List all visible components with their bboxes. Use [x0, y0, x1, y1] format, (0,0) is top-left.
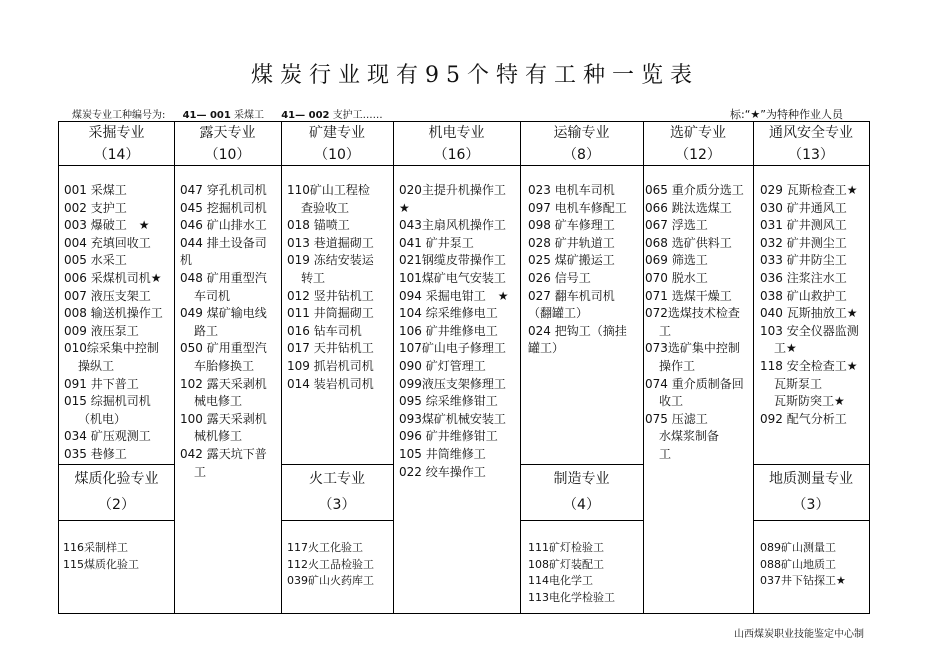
- job-item: （翻罐工）: [528, 306, 589, 321]
- job-item: 094 采掘电钳工 ★: [399, 288, 509, 303]
- job-item: 036 注浆注水工: [760, 270, 847, 285]
- job-item: 040 瓦斯抽放工★: [760, 306, 858, 321]
- job-item: 004 充填回收工: [64, 235, 151, 250]
- job-item: 收工: [659, 394, 684, 409]
- job-item: 018 锚喷工: [287, 218, 350, 233]
- column-header-electromechanical: [393, 123, 520, 165]
- job-item: 械电修工: [194, 394, 243, 409]
- job-item: 015 综掘机司机: [64, 394, 151, 409]
- job-item: ★: [399, 200, 410, 215]
- job-item: 水煤浆制备: [659, 429, 720, 444]
- job-item: 工: [194, 464, 207, 479]
- job-item: 路工: [194, 323, 219, 338]
- job-item: 037井下钻探工★: [760, 574, 846, 587]
- job-item: 车胎修换工: [194, 358, 255, 373]
- column-header-mineral-processing: [643, 123, 753, 165]
- job-item: 098 矿车修理工: [528, 218, 615, 233]
- job-item: 108矿灯装配工: [528, 557, 604, 571]
- job-item: 110矿山工程检: [287, 183, 370, 197]
- job-item: 020主提升机操作工: [399, 183, 506, 197]
- group-name: 制造专业: [553, 471, 610, 487]
- column-count: （8）: [563, 147, 600, 163]
- job-item: 031 矿井测风工: [760, 218, 847, 233]
- job-item: 075 压滤工: [645, 411, 708, 426]
- job-item: 029 瓦斯检查工★: [760, 183, 858, 197]
- job-item: 操纵工: [78, 358, 115, 373]
- job-item: 013 巷道掘砌工: [287, 235, 374, 250]
- column-name: 采掘专业: [88, 125, 145, 141]
- job-item: 049 煤矿输电线: [180, 306, 267, 321]
- job-item: 019 冻结安装运: [287, 253, 374, 268]
- job-item: 066 跳汰选煤工: [645, 200, 732, 215]
- job-item: 021钢缆皮带操作工: [399, 253, 506, 268]
- code-format-line: [72, 106, 383, 121]
- issuer-footer: 山西煤炭职业技能鉴定中心制: [734, 629, 864, 640]
- group-items-explosives: [287, 540, 391, 590]
- job-item: 095 综采维修钳工: [399, 394, 498, 409]
- job-item: 089矿山测量工: [760, 541, 836, 554]
- job-item: 111矿灯检验工: [528, 541, 604, 554]
- job-item: 050 矿用重型汽: [180, 341, 267, 356]
- job-item: 046 矿山排水工: [180, 218, 267, 233]
- group-items-coal-quality: [63, 540, 173, 573]
- job-item: 025 煤矿搬运工: [528, 253, 615, 268]
- group-items-manufacturing: [528, 540, 640, 606]
- code-label: 煤炭专业工种编号为:: [72, 110, 166, 121]
- job-item: 瓦斯防突工★: [774, 394, 845, 409]
- group-name: 火工专业: [309, 471, 365, 487]
- job-item: 069 筛选工: [645, 253, 708, 268]
- group-header-manufacturing: [520, 469, 643, 515]
- job-item: 093煤矿机械安装工: [399, 411, 506, 426]
- job-item: 024 把钩工（摘挂: [528, 323, 627, 338]
- column-items-ventilation-safety: [760, 182, 868, 428]
- column-header-mine-construction: [281, 123, 393, 165]
- job-item: 002 支护工: [64, 200, 127, 215]
- job-item: 转工: [301, 270, 326, 285]
- job-item: 014 装岩机司机: [287, 376, 374, 391]
- group-count: （2）: [98, 497, 135, 513]
- job-item: 罐工）: [528, 341, 565, 356]
- group-count: （3）: [318, 497, 356, 513]
- group-items-geology-survey: [760, 540, 868, 590]
- job-item: 009 液压泵工: [64, 323, 139, 338]
- job-item: 006 采煤机司机★: [64, 270, 162, 285]
- group-name: 煤质化验专业: [74, 471, 159, 487]
- job-item: 096 矿井维修钳工: [399, 429, 498, 444]
- job-item: 017 天井钻机工: [287, 341, 374, 356]
- job-item: 瓦斯泵工: [774, 376, 823, 391]
- job-item: 003 爆破工 ★: [64, 218, 150, 233]
- job-item: 065 重介质分选工: [645, 183, 744, 197]
- job-item: 105 井筒维修工: [399, 446, 486, 461]
- code-example-2-name: 支护工……: [332, 110, 383, 121]
- column-header-ventilation-safety: [753, 123, 869, 165]
- column-header-open-pit: [174, 123, 281, 165]
- job-item: 088矿山地质工: [760, 557, 836, 571]
- group-name: 地质测量专业: [769, 471, 853, 487]
- column-count: （10）: [204, 147, 251, 163]
- code-example-1: 41— 001: [182, 110, 231, 121]
- job-item: 116采制样工: [63, 541, 128, 554]
- job-item: 109 抓岩机司机: [287, 358, 374, 373]
- job-item: 035 巷修工: [64, 446, 127, 461]
- job-item: 101煤矿电气安装工: [399, 270, 506, 285]
- job-item: 操作工: [659, 358, 696, 373]
- job-item: 117火工化验工: [287, 541, 363, 554]
- job-item: 039矿山火药库工: [287, 574, 374, 587]
- job-item: 030 矿井通风工: [760, 200, 847, 215]
- legend-note: 标:“★”为特种作业人员: [730, 108, 843, 121]
- job-item: 033 矿井防尘工: [760, 253, 847, 268]
- group-count: （3）: [792, 497, 830, 513]
- job-item: 100 露天采剥机: [180, 411, 267, 426]
- job-item: 012 竖井钻机工: [287, 288, 374, 303]
- job-item: 102 露天采剥机: [180, 376, 267, 391]
- job-item: 042 露天坑下普: [180, 446, 267, 461]
- job-item: 072选煤技术检查: [645, 306, 740, 321]
- job-item: 115煤质化验工: [63, 557, 139, 571]
- job-item: 026 信号工: [528, 270, 591, 285]
- job-item: 查验收工: [301, 200, 350, 215]
- job-item: 028 矿井轨道工: [528, 235, 615, 250]
- job-item: 001 采煤工: [64, 183, 127, 197]
- job-item: 008 输送机操作工: [64, 306, 163, 321]
- group-header-explosives: [281, 469, 393, 515]
- job-item: 071 选煤干燥工: [645, 288, 732, 303]
- job-item: 械机修工: [194, 429, 243, 444]
- job-item: 074 重介质制备回: [645, 376, 744, 391]
- column-items-electromechanical: [399, 182, 519, 481]
- job-item: 097 电机车修配工: [528, 200, 627, 215]
- job-item: 041 矿井泵工: [399, 235, 474, 250]
- job-item: 007 液压支架工: [64, 288, 151, 303]
- job-item: 022 绞车操作工: [399, 464, 486, 479]
- column-name: 通风安全专业: [769, 125, 853, 141]
- column-count: （10）: [314, 147, 360, 163]
- job-item: 045 挖掘机司机: [180, 200, 267, 215]
- column-items-mine-construction: [287, 182, 391, 393]
- job-item: 005 水采工: [64, 253, 127, 268]
- job-item: 048 矿用重型汽: [180, 270, 267, 285]
- job-item: 106 矿井维修电工: [399, 323, 498, 338]
- job-item: 027 翻车机司机: [528, 288, 615, 303]
- code-example-1-name: 采煤工: [234, 110, 265, 121]
- group-header-coal-quality: [59, 469, 174, 515]
- job-item: 016 钻车司机: [287, 323, 362, 338]
- group-header-geology-survey: [753, 469, 869, 515]
- job-item: 工★: [774, 341, 797, 356]
- column-name: 运输专业: [553, 125, 610, 141]
- job-item: 090 矿灯管理工: [399, 358, 486, 373]
- column-name: 露天专业: [199, 125, 256, 141]
- column-count: （13）: [788, 147, 834, 163]
- job-item: 034 矿压观测工: [64, 429, 151, 444]
- job-item: 023 电机车司机: [528, 183, 615, 197]
- job-item: 011 井筒掘砌工: [287, 306, 374, 321]
- job-item: 104 综采维修电工: [399, 306, 498, 321]
- job-item: 103 安全仪器监测: [760, 323, 859, 338]
- column-count: （12）: [675, 147, 721, 163]
- column-items-transport: [528, 182, 640, 358]
- job-item: 107矿山电子修理工: [399, 341, 506, 356]
- job-item: 099液压支架修理工: [399, 376, 506, 391]
- column-items-mineral-processing: [645, 182, 751, 464]
- column-items-open-pit: [180, 182, 279, 481]
- job-item: 070 脱水工: [645, 270, 708, 285]
- job-item: 机: [180, 253, 193, 268]
- code-example-2: 41— 002: [281, 110, 330, 121]
- job-item: 047 穿孔机司机: [180, 183, 267, 197]
- job-item: 043主扇风机操作工: [399, 218, 506, 233]
- job-item: 044 排土设备司: [180, 235, 267, 250]
- column-header-mining: [59, 123, 174, 165]
- column-count: （16）: [433, 147, 480, 163]
- column-name: 机电专业: [428, 125, 485, 141]
- job-item: 032 矿井测尘工: [760, 235, 847, 250]
- job-item: 038 矿山救护工: [760, 288, 847, 303]
- job-item: 工: [659, 323, 672, 338]
- job-item: 114电化学工: [528, 574, 593, 587]
- job-item: 067 浮选工: [645, 218, 708, 233]
- column-items-mining: [64, 182, 172, 464]
- job-item: 118 安全检查工★: [760, 358, 858, 373]
- job-item: 092 配气分析工: [760, 411, 847, 426]
- column-header-transport: [520, 123, 643, 165]
- job-item: 113电化学检验工: [528, 590, 615, 604]
- job-table: [58, 121, 870, 614]
- job-item: 车司机: [194, 288, 231, 303]
- column-count: （14）: [93, 147, 140, 163]
- column-name: 矿建专业: [309, 125, 365, 141]
- job-item: 091 井下普工: [64, 376, 139, 391]
- job-item: （机电）: [78, 411, 127, 426]
- job-item: 112火工品检验工: [287, 557, 374, 571]
- job-item: 073选矿集中控制: [645, 341, 740, 356]
- group-count: （4）: [563, 497, 600, 513]
- job-item: 010综采集中控制: [64, 341, 159, 356]
- column-name: 选矿专业: [670, 125, 726, 141]
- page-title: 煤炭行业现有95个特有工种一览表: [251, 63, 699, 88]
- job-item: 工: [659, 446, 672, 461]
- job-item: 068 选矿供料工: [645, 235, 732, 250]
